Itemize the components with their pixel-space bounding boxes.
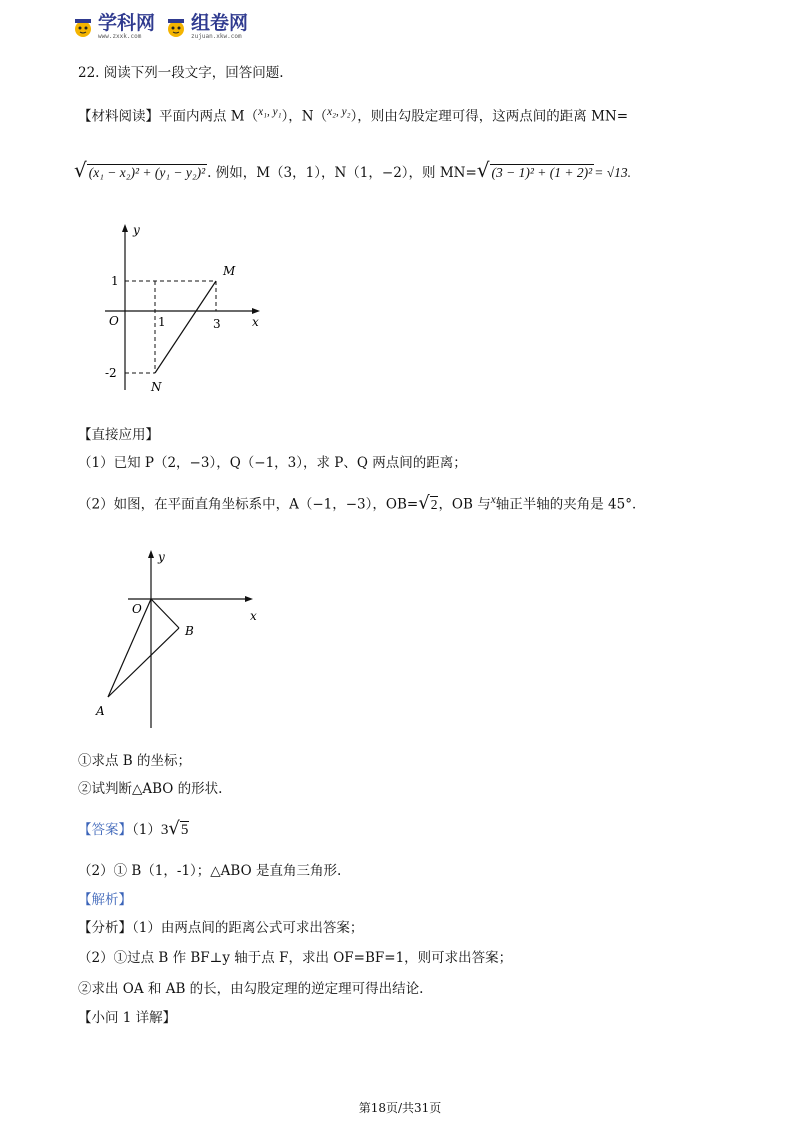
mascot-icon — [165, 16, 187, 38]
fig2-y-label: y — [158, 550, 165, 564]
formula-general: (x₁ − x₂)² + (y₁ − y₂)² — [88, 165, 206, 180]
mascot-icon — [72, 16, 94, 38]
q2-text-b: ，OB 与 — [438, 496, 491, 513]
application-q2 — [78, 490, 645, 515]
example-text: . 例如，M（3，1），N（1，−2），则 MN= — [207, 165, 477, 181]
material-label: 【材料阅读】 — [78, 108, 159, 125]
sqrt-sign-icon: √ — [168, 818, 180, 839]
answer-part1-coef: 3 — [160, 822, 169, 838]
fig1-tick-x1: 1 — [158, 315, 166, 329]
figure2-coordinate-plot — [88, 540, 278, 735]
x-axis-arrow-icon — [252, 308, 260, 314]
fig1-point-n: N — [151, 380, 162, 394]
fig2-point-a: A — [96, 704, 105, 718]
subquestion-1: ①求点 B 的坐标； — [78, 753, 192, 769]
formula-example: (3 − 1)² + (1 + 2)² — [491, 165, 593, 180]
subquestion-2: ②试判断△ABO 的形状. — [78, 781, 223, 797]
y-axis-arrow-icon — [122, 224, 128, 232]
analysis-label: 【解析】 — [78, 892, 132, 908]
example-result: = √13. — [594, 165, 631, 180]
answer-line — [78, 819, 189, 840]
y-axis-arrow-icon — [148, 550, 154, 558]
fig1-x-label: x — [252, 315, 259, 329]
logo-zxxk — [72, 14, 155, 40]
logo1-text: 学科网 — [98, 12, 156, 34]
analysis-detail: 【小问 1 详解】 — [78, 1010, 177, 1026]
fig1-y-label: y — [133, 223, 140, 237]
answer-part1-rad: 5 — [180, 822, 189, 838]
logo-zujuan — [165, 14, 248, 40]
q2-x: x — [490, 494, 496, 506]
x-axis-arrow-icon — [245, 596, 253, 602]
segment-oa — [108, 599, 151, 697]
answer-part1-prefix: （1） — [132, 822, 161, 838]
fig1-tick-yneg2: -2 — [105, 366, 117, 380]
material-line — [78, 102, 628, 127]
application-label: 【直接应用】 — [78, 427, 159, 443]
logo1-sub: www.zxxk.com — [98, 33, 142, 40]
analysis-fenxi2: （2）①过点 B 作 BF⊥y 轴于点 F，求出 OF=BF=1，则可求出答案； — [78, 950, 513, 966]
logo2-sub: zujuan.xkw.com — [191, 33, 242, 40]
fig2-point-b: B — [185, 624, 194, 638]
segment-ob — [151, 599, 179, 628]
application-q1: （1）已知 P（2，−3），Q（−1，3），求 P、Q 两点间的距离； — [78, 455, 467, 471]
fig1-tick-x3: 3 — [213, 317, 221, 331]
q2-text-a: （2）如图，在平面直角坐标系中，A（−1，−3），OB= — [78, 496, 419, 513]
fig1-point-m: M — [223, 264, 236, 278]
fig2-x-label: x — [250, 609, 257, 623]
figure1-coordinate-plot — [95, 220, 285, 400]
question-intro: 22. 阅读下列一段文字，回答问题. — [78, 65, 284, 81]
q2-text-c: 轴正半轴的夹角是 45°． — [495, 496, 646, 513]
fig2-origin: O — [132, 602, 142, 616]
material-text-a: 平面内两点 M（ — [159, 108, 259, 125]
m-coords: x₁, y₁ — [258, 106, 282, 118]
sqrt-sign-icon: √ — [476, 158, 490, 182]
analysis-fenxi: 【分析】（1）由两点间的距离公式可求出答案； — [78, 920, 364, 936]
fig1-origin: O — [109, 314, 119, 328]
sqrt-sign-icon: √ — [418, 492, 430, 514]
header-logos — [72, 14, 248, 40]
answer-part2: （2）① B（1，-1）；△ABO 是直角三角形. — [78, 863, 342, 879]
formula-line — [74, 160, 631, 183]
fig1-tick-y1: 1 — [111, 274, 119, 288]
material-text-c: ），则由勾股定理可得，这两点间的距离 MN= — [350, 108, 629, 125]
n-coords: x₂, y₂ — [327, 106, 351, 118]
answer-label: 【答案】 — [78, 822, 132, 838]
page-number: 第18页/共31页 — [358, 1101, 442, 1115]
material-text-b: ），N（ — [281, 108, 328, 125]
sqrt-sign-icon: √ — [74, 158, 87, 182]
segment-ab — [108, 628, 179, 697]
q2-sqrt: 2 — [430, 496, 438, 512]
logo2-text: 组卷网 — [191, 12, 249, 34]
analysis-fenxi3: ②求出 OA 和 AB 的长，由勾股定理的逆定理可得出结论. — [78, 981, 424, 997]
